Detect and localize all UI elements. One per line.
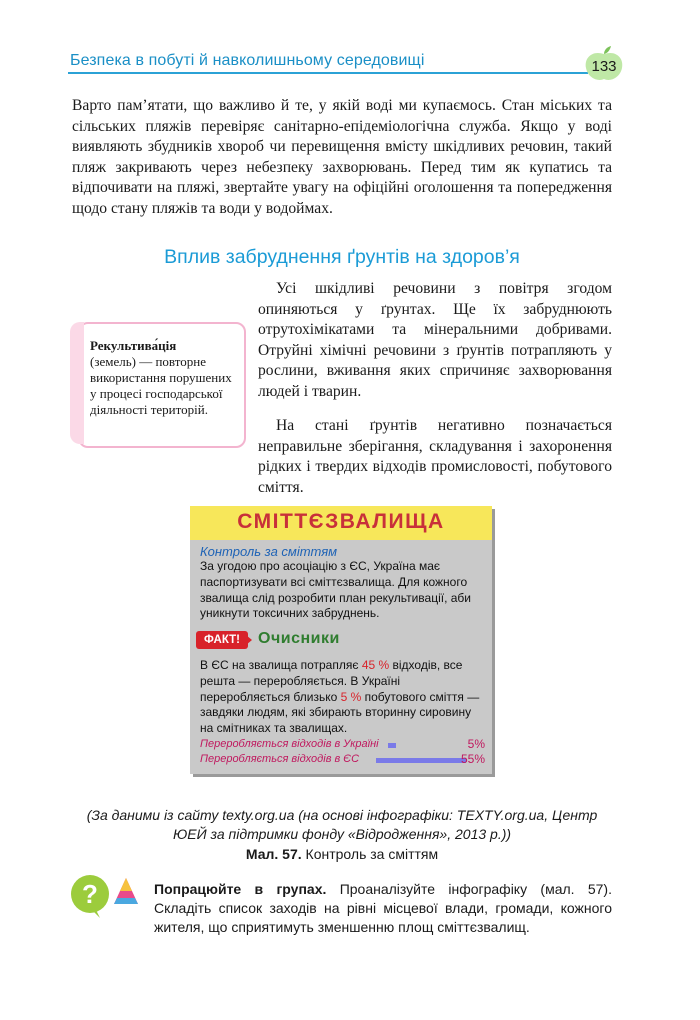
bar-ukraine xyxy=(388,743,396,748)
figure-label: Мал. 57. xyxy=(245,846,302,862)
question-icon xyxy=(71,875,109,918)
task-body: Проаналізуйте інфографіку (мал. 57). Складіть список заходів на рівні місцевої влади, громади, кожного жителя, що сприятимуть зменшенню площ сміттєзвалищ. xyxy=(154,881,612,935)
bar-row-eu xyxy=(200,753,485,767)
figure-caption xyxy=(72,846,612,862)
task-lead: Попрацюйте в групах. xyxy=(154,881,327,897)
bar-label-ukraine: Переробляється відходів в Україні xyxy=(200,738,379,750)
header-rule xyxy=(68,72,588,74)
infographic-title: СМІТТЄЗВАЛИЩА xyxy=(237,510,445,533)
section-title: Вплив забруднення ґрунтів на здоров’я xyxy=(164,246,520,268)
page-number-badge xyxy=(582,46,626,80)
infographic-header xyxy=(190,506,492,540)
definition-term: Рекультива́ція xyxy=(90,338,177,353)
page-number: 133 xyxy=(591,58,617,75)
control-text: За угодою про асоціацію з ЄС, Україна має паспортизувати всі сміттєзвалища. Для кожного звалища слід розробити план рекультивації, аби уникнути токсичних забруднень. xyxy=(200,559,472,621)
page-header xyxy=(60,46,620,74)
header-title: Безпека в побуті й навколишньому середовищі xyxy=(70,52,425,69)
eu-landfill-percent: 45 % xyxy=(361,658,390,672)
cleaners-text-b: відходів, все решта — переробляється. В Україні переробляється близько xyxy=(200,658,463,704)
paragraph-beaches: Варто пам’ятати, що важливо й те, у якій воді ми купаємось. Стан міських та сільських пляжів перевіряє санітарно-епідеміологічна служба. Якщо у воді виявляють збудників хвороб чи перевищення вмісту шкідливих речовин, такий пляж закривають через небезпеку захворювань. Перед тим як купатись та відпочивати на пляжі, звертайте увагу на офіційні оголошення та попередження щодо стану пляжів та води у водоймах. xyxy=(72,97,612,217)
cleaners-title: Очисники xyxy=(258,630,340,647)
bar-row-ukraine xyxy=(200,738,485,752)
svg-text:?: ? xyxy=(82,879,98,909)
bar-value-ukraine: 5% xyxy=(467,737,485,751)
cleaners-text-c: побутового сміття — завдяки людям, які збирають вторинну сировину на смітниках та звалищах. xyxy=(200,689,480,736)
paragraph-soil: Усі шкідливі речовини з повітря згодом опиняються у ґрунтах. Ще їх забруднюють отрутохімікатами та мінеральними добривами. Отруйні хімічні речовини з ґрунтів потрапляють у рослини, вживання яких спричиняє захворювання людей і тварин. xyxy=(258,280,612,400)
ua-recycled-percent: 5 % xyxy=(340,689,362,704)
fact-badge-arrow xyxy=(246,635,252,645)
cleaners-text-a: В ЄС на звалища потрапляє xyxy=(200,658,362,672)
pyramid-icon xyxy=(114,878,138,904)
definition-text xyxy=(90,338,240,418)
definition-box xyxy=(78,322,246,448)
paragraph-waste: На стані ґрунтів негативно позначається неправильне зберігання, складування і захоронення рідких і твердих відходів промисловості, побутового сміття. xyxy=(258,417,612,496)
cleaners-text xyxy=(200,658,482,737)
task-icons xyxy=(70,874,142,920)
definition-body: (земель) — повторне використання порушених у процесі господарської діяльності територій. xyxy=(90,354,232,417)
task-text xyxy=(154,880,612,937)
figure-title: Контроль за сміттям xyxy=(305,846,439,862)
control-title: Контроль за сміттям xyxy=(200,544,338,559)
bar-value-eu: 55% xyxy=(460,752,485,766)
bar-eu xyxy=(376,758,466,763)
fact-badge: ФАКТ! xyxy=(196,631,248,649)
bar-label-eu: Переробляється відходів в ЄС xyxy=(200,753,360,765)
source-note: (За даними із сайту texty.org.ua (на основі інфографіки: TEXTY.org.ua, Центр ЮЕЙ за підтримки фонду «Відродження», 2013 р.)) xyxy=(86,807,598,842)
